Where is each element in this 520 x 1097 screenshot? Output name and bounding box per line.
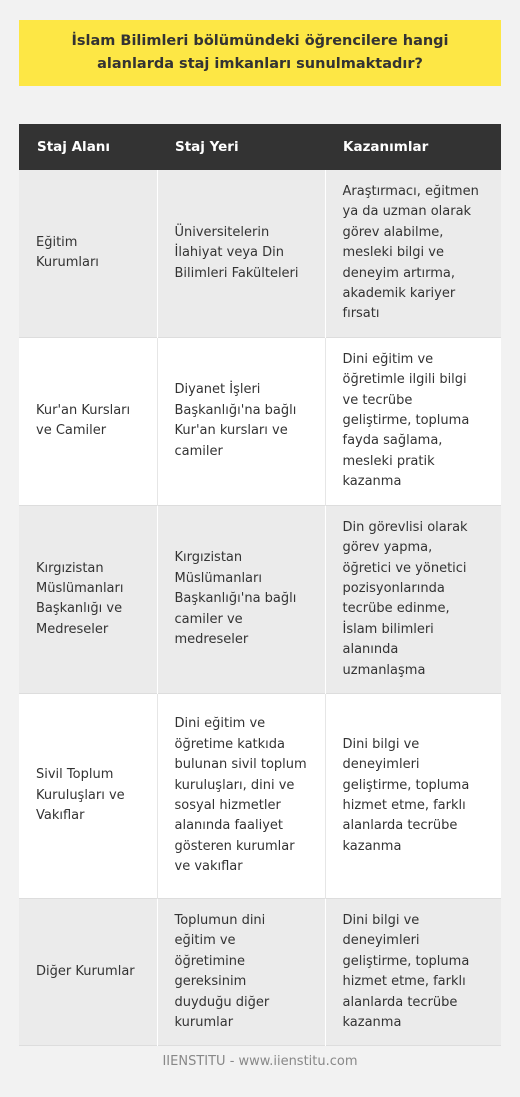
cell-kazanimlar: Dini bilgi ve deneyimleri geliştirme, topluma hizmet etme, farklı alanlarda tecrübe kazanma [325,693,501,898]
page-title: İslam Bilimleri bölümündeki öğrencilere hangi alanlarda staj imkanları sunulmaktadır? [71,33,449,72]
table-row [19,170,501,337]
cell-kazanimlar: Dini bilgi ve deneyimleri geliştirme, topluma hizmet etme, farklı alanlarda tecrübe kazanma [325,898,501,1045]
cell-kazanimlar: Araştırmacı, eğitmen ya da uzman olarak görev alabilme, mesleki bilgi ve deneyim artırma, akademik kariyer fırsatı [325,170,501,337]
column-header-kazanimlar: Kazanımlar [325,124,501,170]
table-row [19,898,501,1045]
title-banner [19,20,501,86]
cell-staj-alani: Eğitim Kurumları [19,170,157,337]
table-row [19,505,501,693]
cell-staj-alani: Sivil Toplum Kuruluşları ve Vakıflar [19,693,157,898]
cell-staj-alani: Diğer Kurumlar [19,898,157,1045]
table-row [19,693,501,898]
footer-credit: IIENSTITU - www.iienstitu.com [162,1054,358,1069]
cell-staj-alani: Kur'an Kursları ve Camiler [19,337,157,505]
internship-table [19,124,501,1046]
cell-kazanimlar: Din görevlisi olarak görev yapma, öğretici ve yönetici pozisyonlarında tecrübe edinme, İslam bilimleri alanında uzmanlaşma [325,505,501,693]
column-header-staj-alani: Staj Alanı [19,124,157,170]
cell-kazanimlar: Dini eğitim ve öğretimle ilgili bilgi ve tecrübe geliştirme, topluma fayda sağlama, mesleki pratik kazanma [325,337,501,505]
column-header-staj-yeri: Staj Yeri [157,124,325,170]
cell-staj-yeri: Dini eğitim ve öğretime katkıda bulunan sivil toplum kuruluşları, dini ve sosyal hizmetler alanında faaliyet gösteren kurumlar ve vakıflar [157,693,325,898]
table-row [19,337,501,505]
cell-staj-yeri: Kırgızistan Müslümanları Başkanlığı'na bağlı camiler ve medreseler [157,505,325,693]
cell-staj-yeri: Toplumun dini eğitim ve öğretimine gereksinim duyduğu diğer kurumlar [157,898,325,1045]
cell-staj-alani: Kırgızistan Müslümanları Başkanlığı ve Medreseler [19,505,157,693]
cell-staj-yeri: Üniversitelerin İlahiyat veya Din Bilimleri Fakülteleri [157,170,325,337]
cell-staj-yeri: Diyanet İşleri Başkanlığı'na bağlı Kur'an kursları ve camiler [157,337,325,505]
table-header-row [19,124,501,170]
